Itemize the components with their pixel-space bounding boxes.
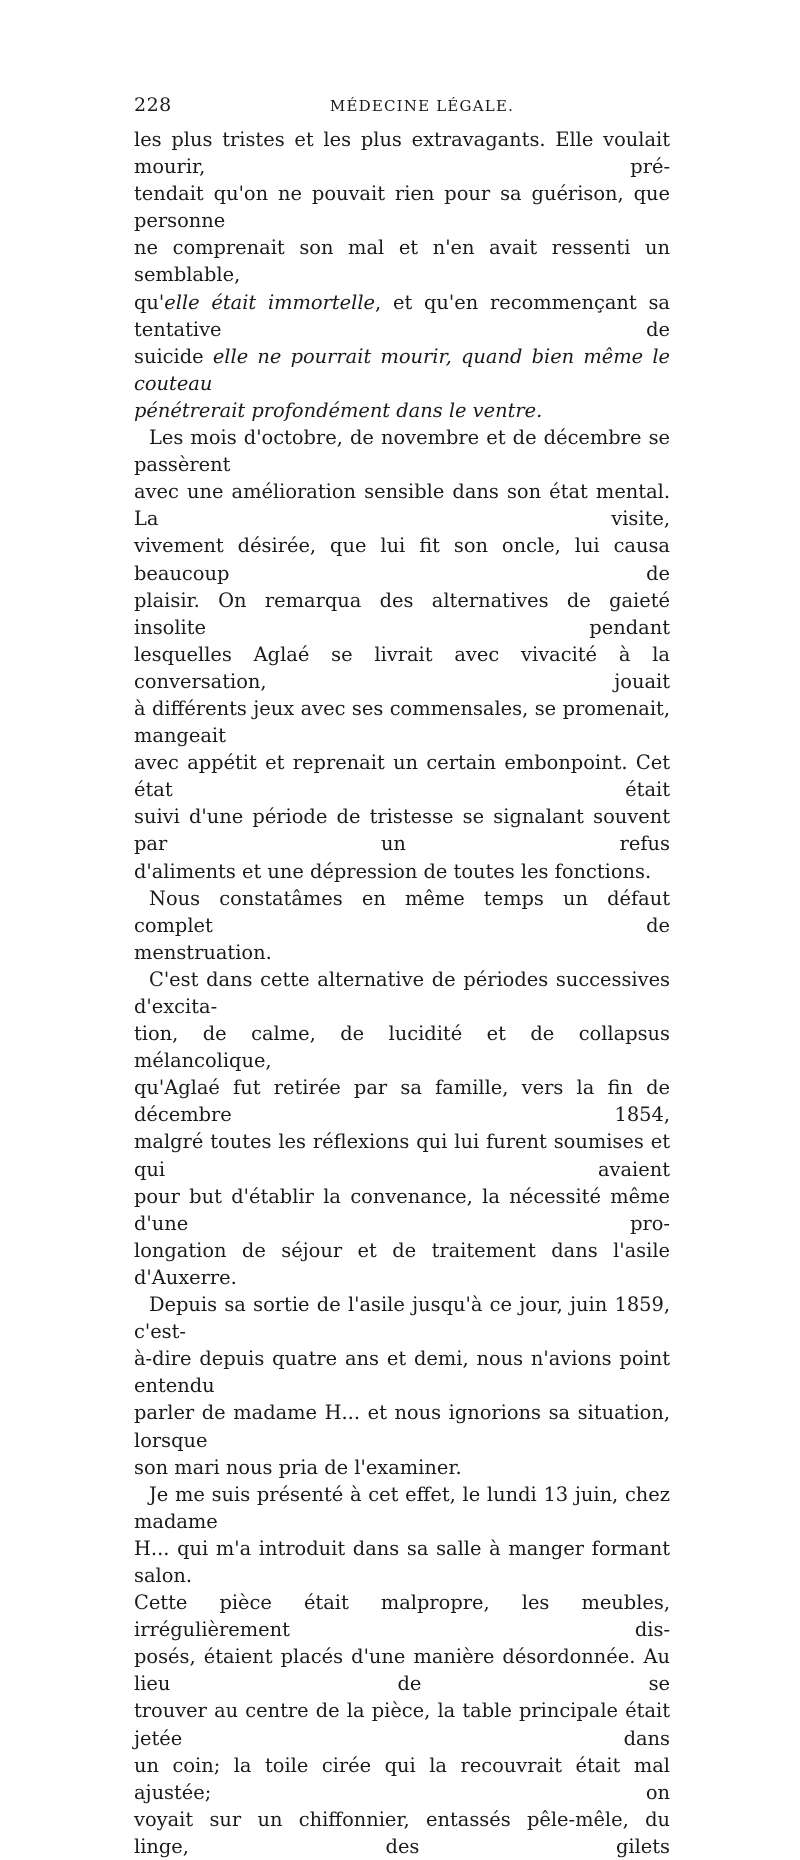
- text-line: vivement désirée, que lui fit son oncle, lui causa beaucoup de: [134, 534, 670, 585]
- text-line: posés, étaient placés d'une manière désordonnée. Au lieu de se: [134, 1645, 670, 1696]
- text-line: Cette pièce était malpropre, les meubles, irrégulièrement dis-: [134, 1591, 670, 1642]
- paragraph-3: [134, 885, 670, 966]
- text-line: [134, 343, 670, 397]
- text-line: Je me suis présenté à cet effet, le lundi 13 juin, chez madame: [134, 1482, 670, 1533]
- text-line: avec appétit et reprenait un certain embonpoint. Cet état était: [134, 751, 670, 802]
- text-segment: qu': [134, 290, 165, 314]
- italic-segment: elle était immortelle: [164, 290, 376, 314]
- text-line: [134, 289, 670, 343]
- text-line: parler de madame H... et nous ignorions sa situation, lorsque: [134, 1401, 670, 1452]
- paragraph-1: [134, 126, 670, 424]
- page-number: 228: [134, 94, 172, 116]
- paragraph-6: [134, 1481, 670, 1860]
- text-line: qu'Aglaé fut retirée par sa famille, vers la fin de décembre 1854,: [134, 1076, 670, 1127]
- page-header: [134, 92, 670, 122]
- running-title: MÉDECINE LÉGALE.: [329, 97, 515, 115]
- italic-segment: elle ne pourrait mourir, quand bien même le couteau: [134, 344, 670, 395]
- text-line: d'aliments et une dépression de toutes les fonctions.: [134, 859, 652, 883]
- text-line: Depuis sa sortie de l'asile jusqu'à ce jour, juin 1859, c'est-: [134, 1293, 670, 1344]
- text-line: à différents jeux avec ses commensales, se promenait, mangeait: [134, 696, 670, 748]
- italic-segment: pénétrerait profondément dans le ventre.: [134, 398, 543, 422]
- text-line: un coin; la toile cirée qui la recouvrait était mal ajustée; on: [134, 1753, 670, 1804]
- text-segment: , et qu'en recommençant sa tentative de: [134, 290, 670, 341]
- text-line: tion, de calme, de lucidité et de collapsus mélancolique,: [134, 1022, 670, 1073]
- text-line: plaisir. On remarqua des alternatives de gaieté insolite pendant: [134, 588, 670, 639]
- text-line: malgré toutes les réflexions qui lui furent soumises et qui avaient: [134, 1130, 670, 1181]
- text-line: voyait sur un chiffonnier, entassés pêle-mêle, du linge, des gilets: [134, 1807, 670, 1858]
- paragraph-5: [134, 1291, 670, 1481]
- text-line: longation de séjour et de traitement dans l'asile d'Auxerre.: [134, 1238, 670, 1289]
- text-line: trouver au centre de la pièce, la table principale était jetée dans: [134, 1699, 670, 1750]
- paragraph-2: [134, 424, 670, 885]
- text-line: suivi d'une période de tristesse se signalant souvent par un refus: [134, 805, 670, 856]
- text-line: son mari nous pria de l'examiner.: [134, 1455, 462, 1479]
- text-line: H... qui m'a introduit dans sa salle à manger formant salon.: [134, 1536, 670, 1587]
- text-segment: suicide: [134, 344, 213, 368]
- text-line: C'est dans cette alternative de périodes successives d'excita-: [134, 967, 670, 1018]
- text-line: Nous constatâmes en même temps un défaut complet de: [134, 886, 670, 937]
- text-line: les plus tristes et les plus extravagants. Elle voulait mourir, pré-: [134, 128, 670, 179]
- text-line: lesquelles Aglaé se livrait avec vivacité à la conversation, jouait: [134, 642, 670, 693]
- book-page: [134, 92, 670, 1860]
- text-line: ne comprenait son mal et n'en avait ressenti un semblable,: [134, 236, 670, 287]
- text-line: Les mois d'octobre, de novembre et de décembre se passèrent: [134, 426, 670, 477]
- text-line: avec une amélioration sensible dans son état mental. La visite,: [134, 480, 670, 531]
- text-line: [134, 397, 670, 424]
- text-line: pour but d'établir la convenance, la nécessité même d'une pro-: [134, 1184, 670, 1235]
- text-line: menstruation.: [134, 940, 272, 964]
- paragraph-4: [134, 966, 670, 1291]
- text-line: tendait qu'on ne pouvait rien pour sa guérison, que personne: [134, 182, 670, 233]
- text-line: à-dire depuis quatre ans et demi, nous n'avions point entendu: [134, 1347, 670, 1398]
